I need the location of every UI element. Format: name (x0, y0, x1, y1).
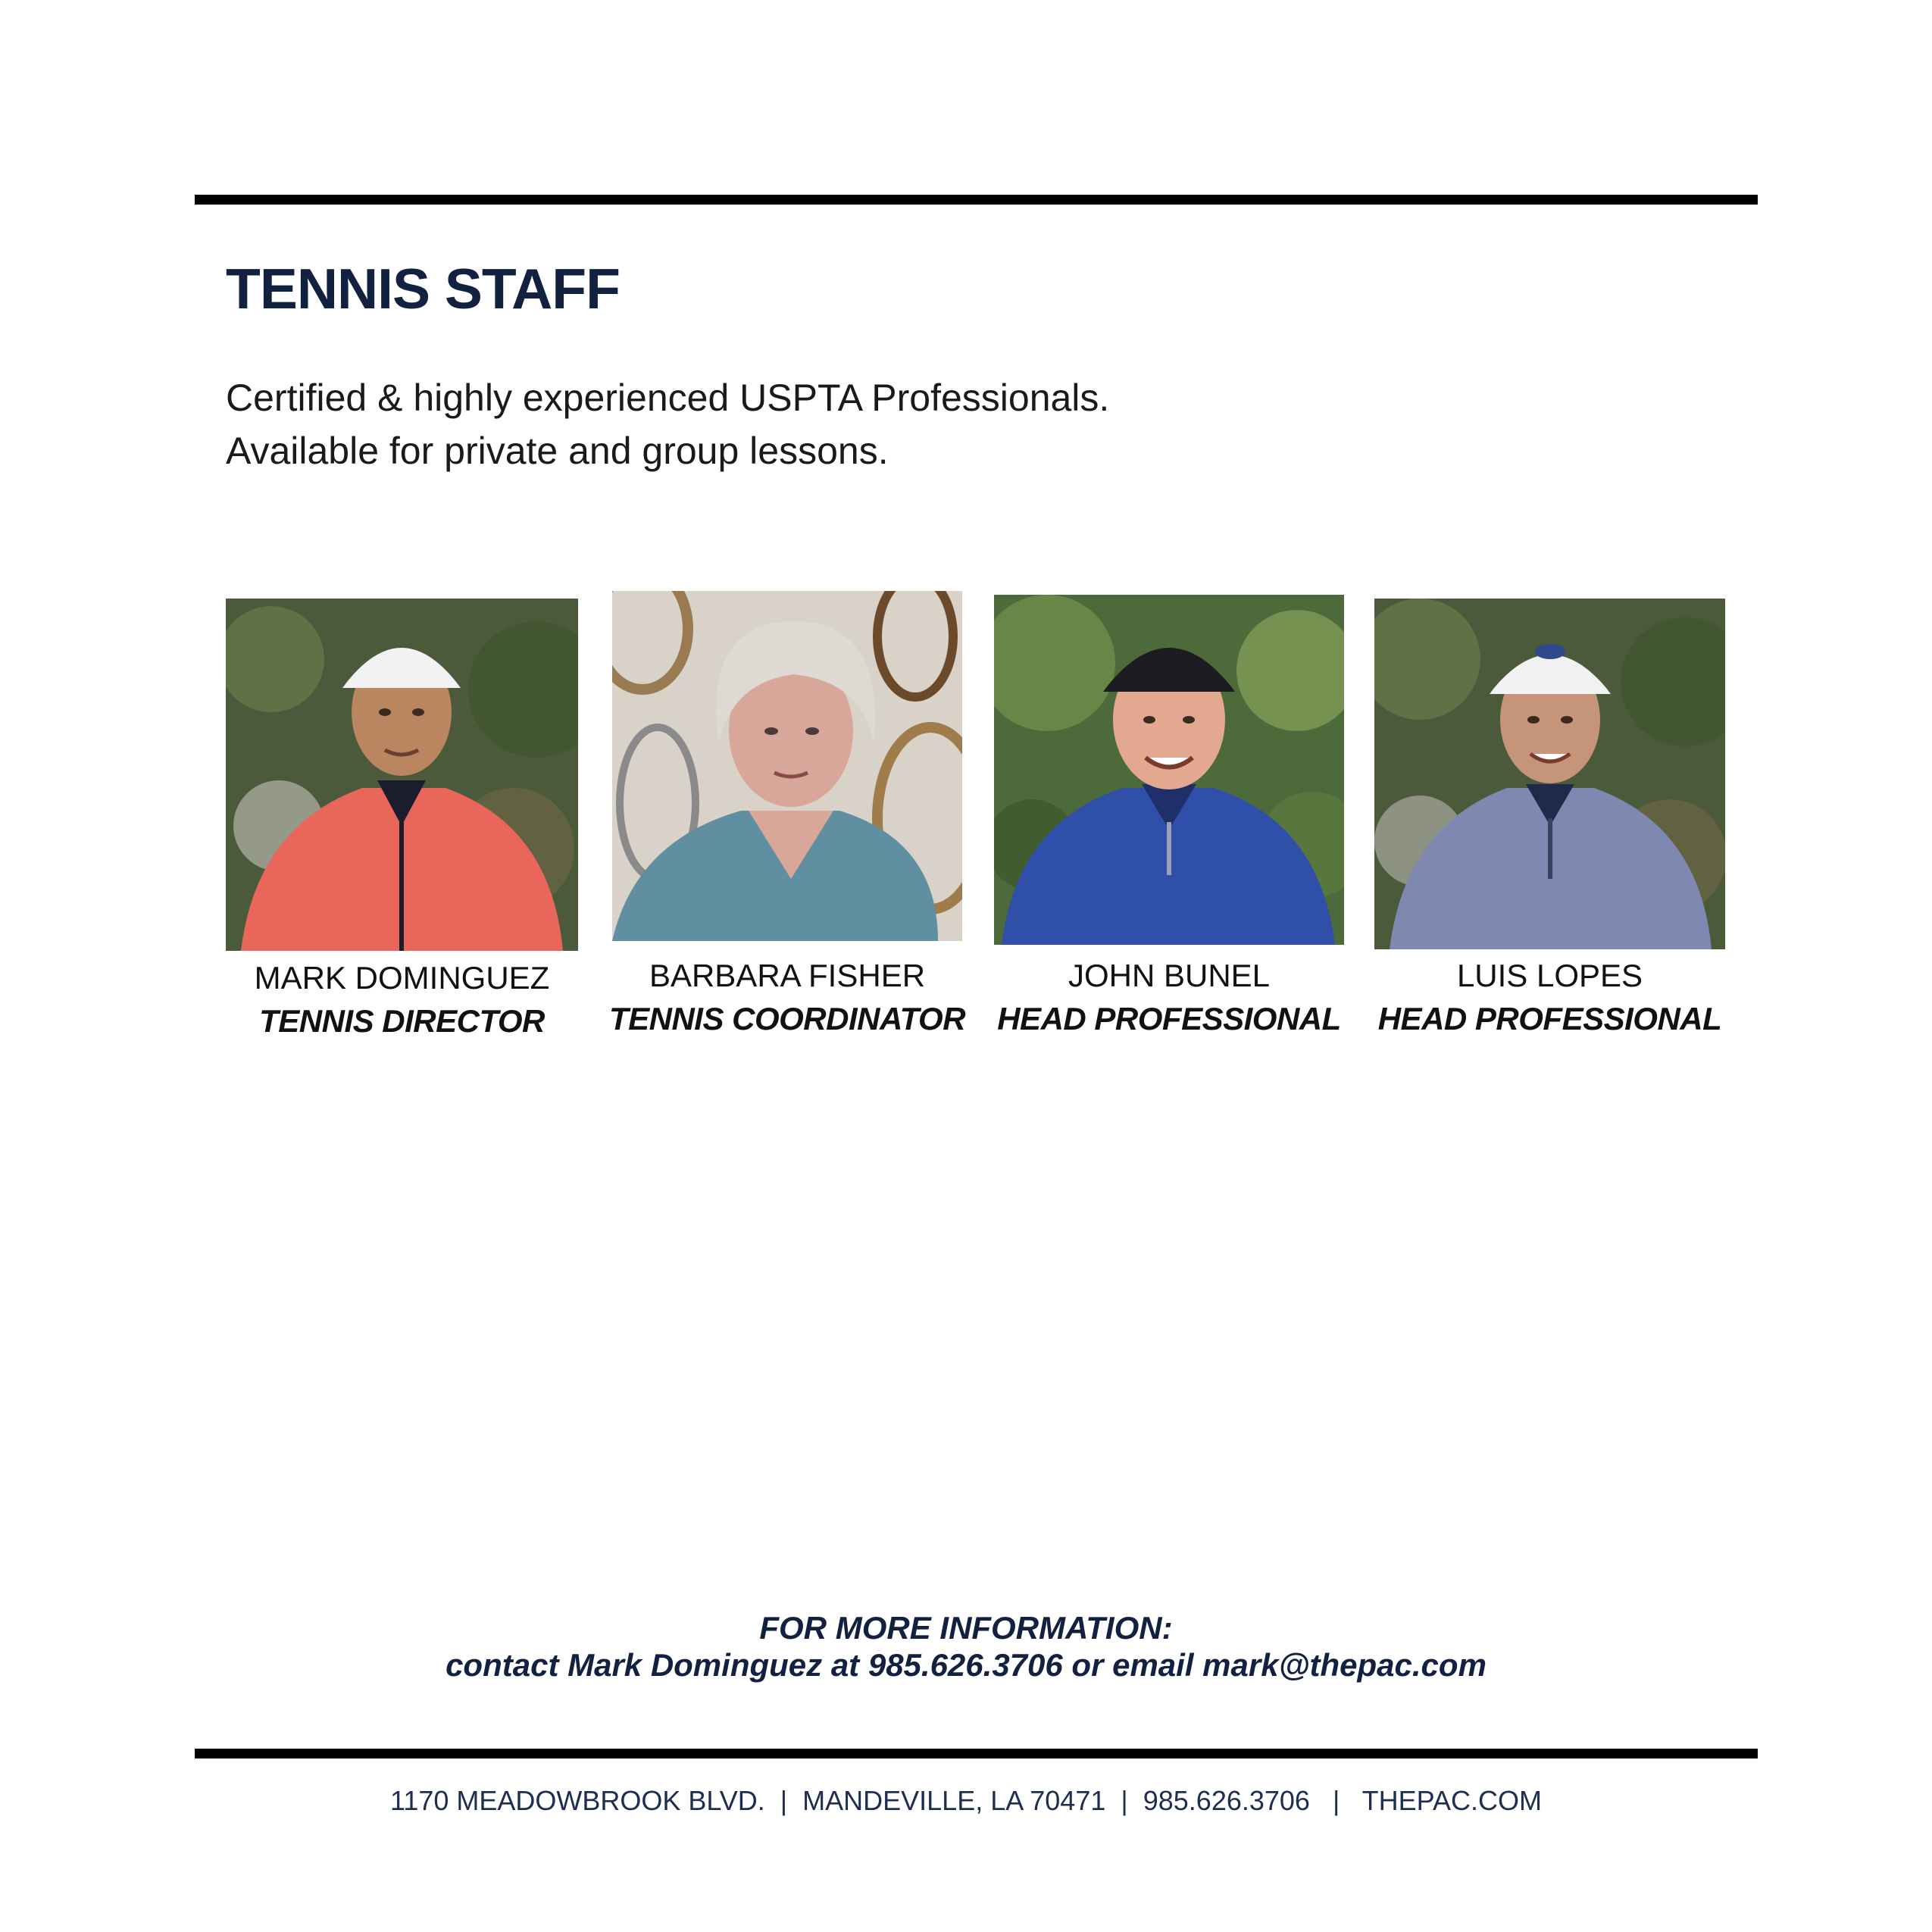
staff-name: MARK DOMINGUEZ (254, 960, 550, 996)
staff-photo-mark-dominguez (226, 599, 578, 951)
intro-line-2: Available for private and group lessons. (226, 430, 889, 472)
intro-text (226, 371, 1109, 477)
staff-caption-mark-dominguez (205, 957, 599, 1043)
bottom-divider (195, 1749, 1758, 1758)
staff-role: TENNIS DIRECTOR (259, 1003, 545, 1039)
staff-photo-john-bunel (994, 595, 1344, 945)
contact-line: contact Mark Dominguez at 985.626.3706 or email mark@thepac.com (445, 1647, 1487, 1683)
footer-address: 1170 MEADOWBROOK BLVD. | MANDEVILLE, LA 70471 | 985.626.3706 | THEPAC.COM (389, 1785, 1543, 1816)
staff-caption-john-bunel (973, 955, 1365, 1041)
staff-role: HEAD PROFESSIONAL (997, 1001, 1341, 1036)
staff-name: LUIS LOPES (1456, 958, 1643, 993)
staff-caption-barbara-fisher (591, 955, 983, 1041)
staff-name: BARBARA FISHER (649, 958, 926, 993)
intro-line-1: Certified & highly experienced USPTA Professionals. (226, 377, 1110, 419)
staff-role: TENNIS COORDINATOR (608, 1001, 966, 1036)
staff-name: JOHN BUNEL (1068, 958, 1271, 993)
staff-photo-barbara-fisher (612, 591, 962, 941)
page-title: TENNIS STAFF (226, 257, 620, 320)
staff-caption-luis-lopes (1353, 955, 1746, 1041)
contact-heading: FOR MORE INFORMATION: (759, 1610, 1173, 1646)
staff-role: HEAD PROFESSIONAL (1377, 1001, 1722, 1036)
staff-photo-luis-lopes (1374, 599, 1725, 949)
top-divider (195, 195, 1758, 205)
